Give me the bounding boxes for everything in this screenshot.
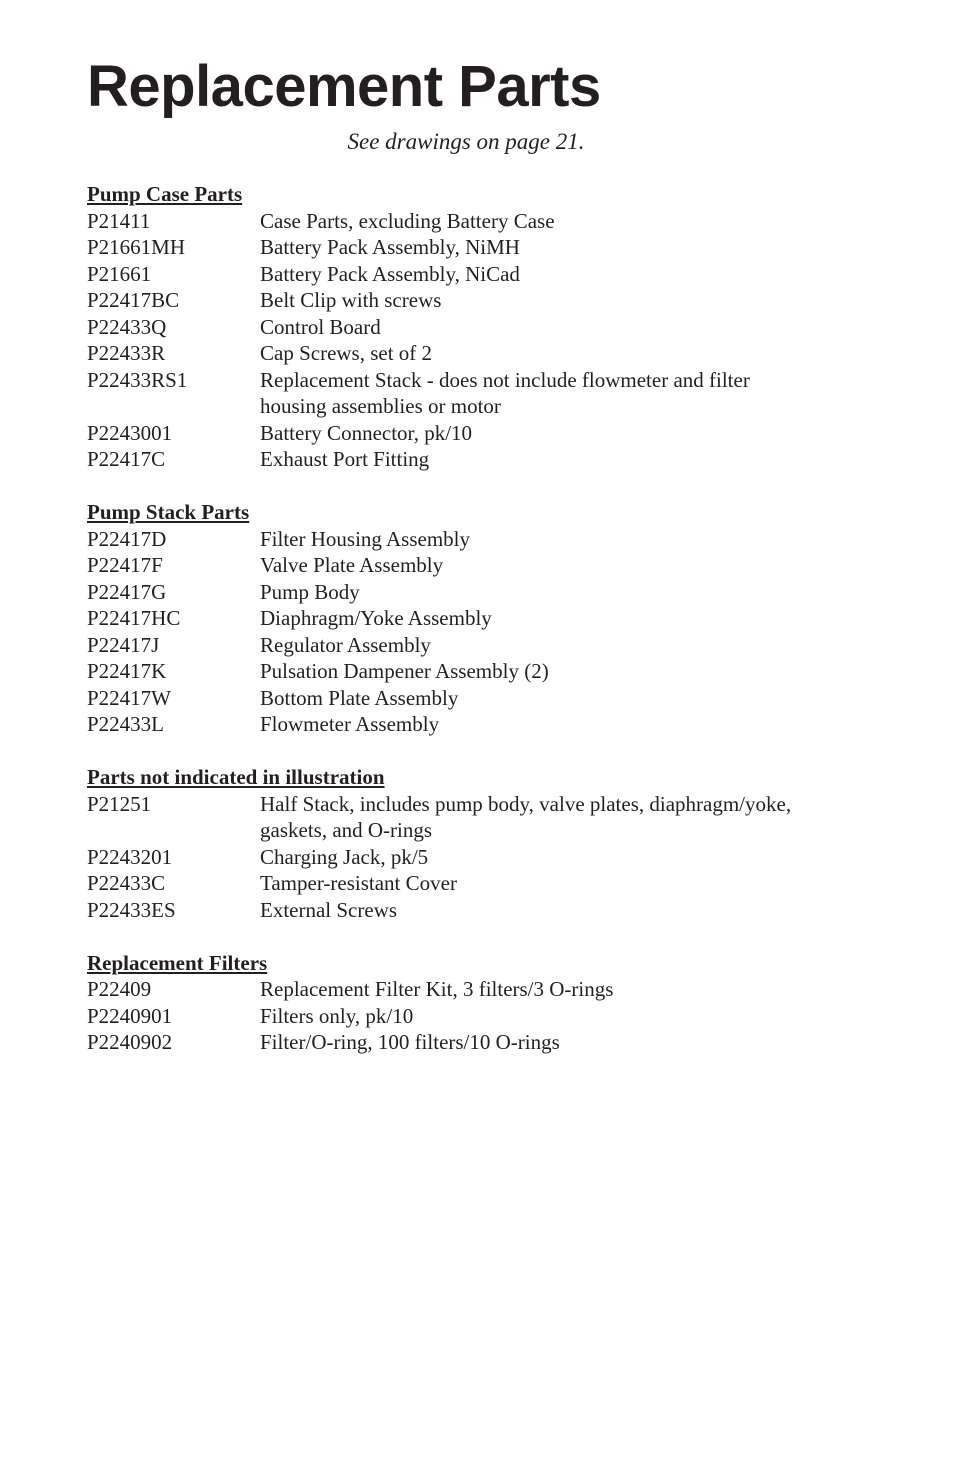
parts-section	[87, 764, 887, 923]
part-number: P22433R	[87, 341, 166, 365]
part-row	[87, 579, 887, 606]
part-number: P22417G	[87, 579, 167, 604]
part-row	[87, 685, 887, 712]
part-description: Filters only, pk/10	[260, 1003, 414, 1028]
section-heading: Replacement Filters	[87, 950, 268, 975]
part-row	[87, 420, 887, 447]
part-description: Diaphragm/Yoke Assembly	[260, 606, 492, 630]
part-row	[87, 632, 887, 659]
part-description: Case Parts, excluding Battery Case	[260, 208, 555, 233]
parts-section	[87, 950, 887, 1056]
part-number: P22417J	[87, 632, 160, 657]
part-row	[87, 446, 887, 473]
part-row	[87, 526, 887, 553]
part-description: Bottom Plate Assembly	[260, 685, 459, 710]
part-number: P22433L	[87, 712, 165, 736]
part-number: P22417W	[87, 685, 171, 710]
part-description: Cap Screws, set of 2	[260, 341, 433, 365]
part-number: P2240901	[87, 1003, 173, 1028]
part-row	[87, 658, 887, 685]
part-row	[87, 1029, 887, 1056]
part-description: Replacement Stack - does not include flowmeter and filter housing assemblies or motor	[260, 367, 750, 418]
part-description: Belt Clip with screws	[260, 288, 442, 312]
part-description: Pump Body	[260, 579, 360, 604]
section-heading: Pump Stack Parts	[87, 500, 250, 524]
part-description: External Screws	[260, 897, 398, 922]
part-description: Filter/O-ring, 100 filters/10 O-rings	[260, 1030, 560, 1054]
part-number: P22433Q	[87, 314, 167, 339]
part-row	[87, 605, 887, 632]
part-row	[87, 340, 887, 367]
part-description: Replacement Filter Kit, 3 filters/3 O-rings	[260, 977, 614, 1001]
part-row	[87, 552, 887, 579]
section-heading: Parts not indicated in illustration	[87, 765, 385, 789]
part-row	[87, 1003, 887, 1030]
part-number: P22417D	[87, 526, 167, 551]
part-row	[87, 261, 887, 288]
part-number: P22417C	[87, 447, 166, 471]
part-row	[87, 234, 887, 261]
part-description: Battery Pack Assembly, NiMH	[260, 235, 520, 259]
part-row	[87, 976, 887, 1003]
part-description: Exhaust Port Fitting	[260, 447, 430, 471]
part-number: P22417F	[87, 553, 163, 577]
part-row	[87, 314, 887, 341]
part-number: P22417HC	[87, 606, 181, 630]
parts-section	[87, 181, 887, 473]
part-description: Half Stack, includes pump body, valve plates, diaphragm/yoke, gaskets, and O-rings	[260, 791, 792, 842]
part-description: Flowmeter Assembly	[260, 712, 440, 736]
part-description: Pulsation Dampener Assembly (2)	[260, 659, 549, 683]
part-row	[87, 208, 887, 235]
part-description: Valve Plate Assembly	[260, 553, 444, 577]
part-number: P21251	[87, 791, 152, 816]
part-row	[87, 844, 887, 871]
part-description: Battery Pack Assembly, NiCad	[260, 261, 520, 286]
part-row	[87, 711, 887, 738]
part-number: P2243001	[87, 420, 173, 445]
part-description: Charging Jack, pk/5	[260, 844, 429, 869]
part-row	[87, 367, 887, 420]
part-description: Filter Housing Assembly	[260, 526, 471, 551]
parts-section	[87, 499, 887, 738]
part-number: P22433RS1	[87, 367, 188, 392]
part-description: Control Board	[260, 314, 381, 339]
part-number: P22417K	[87, 659, 167, 683]
part-row	[87, 870, 887, 897]
part-row	[87, 897, 887, 924]
part-number: P21661MH	[87, 235, 186, 259]
part-number: P21411	[87, 208, 151, 233]
page-title: Replacement Parts	[87, 54, 601, 119]
part-description: Regulator Assembly	[260, 632, 431, 657]
part-description: Tamper-resistant Cover	[260, 871, 457, 895]
part-row	[87, 791, 887, 844]
page-subtitle: See drawings on page 21.	[347, 129, 585, 154]
section-heading: Pump Case Parts	[87, 182, 243, 206]
part-description: Battery Connector, pk/10	[260, 420, 473, 445]
part-number: P22409	[87, 977, 152, 1001]
part-number: P2243201	[87, 844, 173, 869]
part-number: P22433C	[87, 871, 166, 895]
part-number: P2240902	[87, 1030, 173, 1054]
part-number: P21661	[87, 261, 152, 286]
part-row	[87, 287, 887, 314]
part-number: P22433ES	[87, 897, 176, 922]
parts-sections	[87, 181, 887, 1082]
part-number: P22417BC	[87, 288, 180, 312]
